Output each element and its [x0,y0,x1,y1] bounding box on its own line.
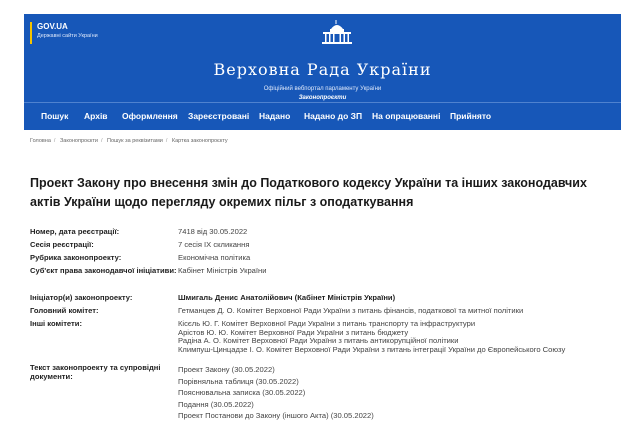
field-label: Інші комітети: [30,319,82,328]
gov-accent-bar [30,22,32,44]
breadcrumb-bills[interactable]: Законопроєкти [59,138,98,144]
site-header [24,14,621,102]
field-value: Гетманцев Д. О. Комітет Верховної Ради України з питань фінансів, податкової та митної політики [178,306,524,315]
field-label: Ініціатор(и) законопроекту: [30,293,133,302]
document-list [178,364,374,422]
field-value: Економічна політика [178,253,251,262]
field-other-committees [30,320,565,354]
document-link[interactable]: Пояснювальна записка (30.05.2022) [178,388,306,397]
document-link[interactable]: Подання (30.05.2022) [178,399,254,409]
nav-item-archive[interactable]: Архів [84,111,108,121]
site-title[interactable]: Верховна Рада України [213,60,432,79]
field-main-committee [30,307,523,316]
nav-item-formatting[interactable]: Оформлення [122,111,178,121]
field-label: Рубрика законопроекту: [30,253,122,262]
document-link[interactable]: Проект Постанови до Закону (іншого Акта) (30.05.2022) [178,411,374,420]
field-number-date [30,228,247,237]
nav-item-submitted-to-zp[interactable]: Надано до ЗП [304,111,363,121]
field-label: Сесія реєстрації: [30,240,94,249]
bill-title: Проект Закону про внесення змін до Податкового кодексу України та інших законодавчих актів України щодо перегляду окремих пільг з оподаткування [30,176,587,209]
document-link[interactable]: Проект Закону (30.05.2022) [178,365,275,374]
field-initiative-subject [30,267,266,276]
nav-item-adopted[interactable]: Прийнято [450,111,492,121]
nav-item-registered[interactable]: Зареєстровані [188,111,250,121]
gov-ua-subtitle: Державні сайти України [37,33,98,39]
committee-item: Арістов Ю. Ю. Комітет Верховної Ради України з питань бюджету [178,327,409,337]
breadcrumb-home[interactable]: Головна [30,138,51,144]
breadcrumb: Головна / Законопроєкти / Пошук за реквізитами / Картка законопроєкту [30,138,228,144]
document-link[interactable]: Порівняльна таблиця (30.05.2022) [178,376,299,386]
gov-ua-title: GOV.UA [37,22,68,31]
field-value: 7418 від 30.05.2022 [178,227,248,236]
site-subtitle: Офіційний вебпортал парламенту України [263,86,382,92]
field-session [30,241,249,250]
committee-list [178,320,565,354]
parliament-building-icon[interactable] [320,20,354,46]
main-navigation [24,102,621,130]
field-label: Головний комітет: [30,306,99,315]
nav-item-in-progress[interactable]: На опрацюванні [372,111,441,121]
nav-item-submitted[interactable]: Надано [259,111,291,121]
field-initiator [30,294,395,303]
field-value: Кабінет Міністрів України [178,266,267,275]
gov-ua-logo[interactable] [30,22,98,44]
nav-item-search[interactable]: Пошук [41,111,69,121]
committee-item: Радіна А. О. Комітет Верховної Ради України з питань антикорупційної політики [178,336,459,345]
field-label: Текст законопроекту та супровідні документи: [30,363,161,381]
field-documents [30,364,374,422]
committee-item: Кісєль Ю. Г. Комітет Верховної Ради України з питань транспорту та інфраструктури [178,319,476,328]
field-rubric [30,254,250,263]
field-value: Шмигаль Денис Анатолійович (Кабінет Міністрів України) [178,293,396,302]
breadcrumb-search[interactable]: Пошук за реквізитами [107,138,163,144]
breadcrumb-current: Картка законопроєкту [171,138,228,144]
site-section-label: Законопроєкти [298,95,347,101]
field-label: Суб'єкт права законодавчої ініціативи: [30,266,177,275]
field-value: 7 сесія IX скликання [178,240,250,249]
committee-item: Климпуш-Цинцадзе І. О. Комітет Верховної Ради України з питань інтеграції України до Європейського Союзу [178,344,566,354]
field-label: Номер, дата реєстрації: [30,227,120,236]
